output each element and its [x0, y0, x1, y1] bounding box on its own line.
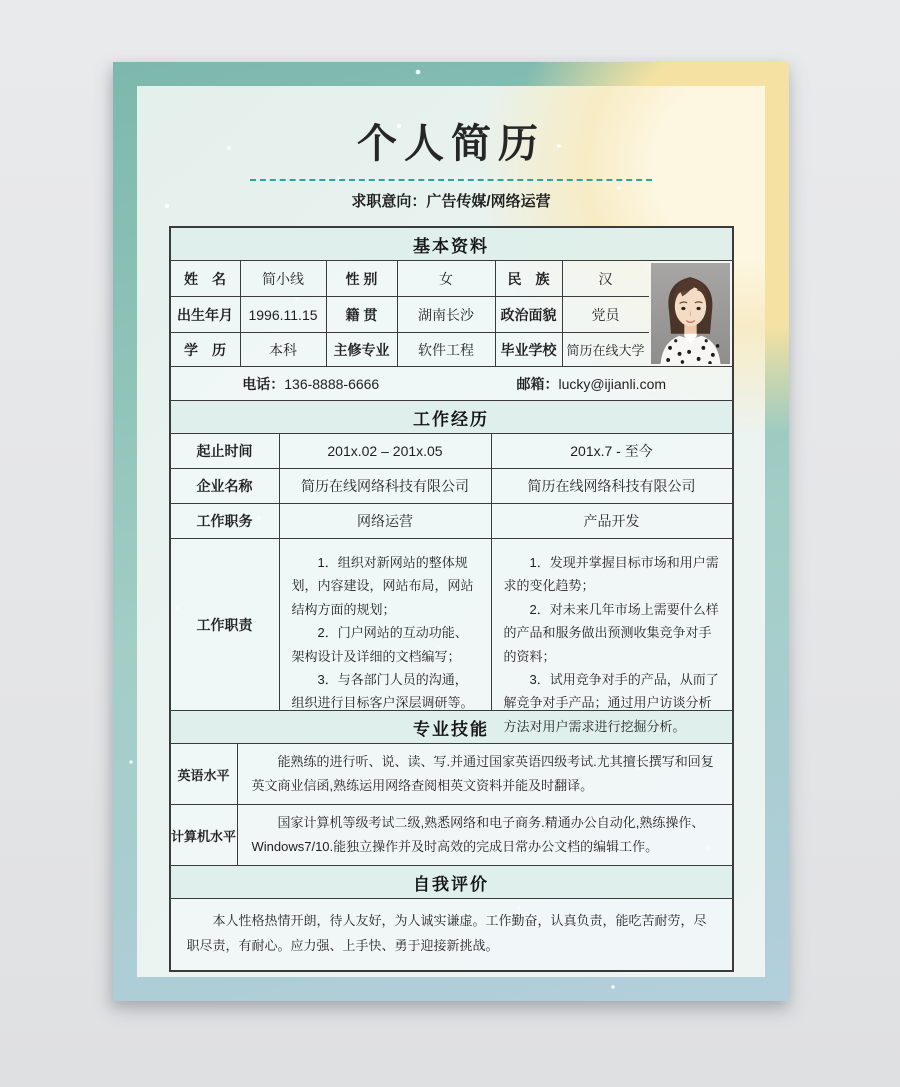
duty-item: 1．发现并掌握目标市场和用户需求的变化趋势； — [503, 555, 719, 594]
job-intention: 求职意向：广告传媒/网络运营 — [351, 193, 551, 210]
work-company-job1: 简历在线网络科技有限公司 — [280, 469, 492, 504]
skill-computer-label: 计算机水平 — [171, 805, 238, 866]
section-header-basic-info: 基本资料 — [171, 228, 732, 261]
title-divider — [250, 179, 652, 181]
duty-item: 1．组织对新网站的整体规划，内容建设，网站布局，网站结构方面的规划； — [291, 555, 474, 617]
field-hometown-label: 籍 贯 — [327, 297, 398, 333]
work-period-label: 起止时间 — [171, 434, 280, 469]
field-major-value: 软件工程 — [398, 333, 496, 367]
field-birthdate-value: 1996.11.15 — [241, 297, 327, 333]
work-position-job1: 网络运营 — [280, 504, 492, 539]
resume-page-inner — [137, 86, 765, 977]
skills-grid — [171, 744, 732, 866]
field-name-value: 简小线 — [241, 261, 327, 297]
email-field — [451, 374, 732, 394]
work-period-job1: 201x.02 – 201x.05 — [280, 434, 492, 469]
self-evaluation-paragraph: 本人性格热情开朗，待人友好，为人诚实谦虚。工作勤奋，认真负责，能吃苦耐劳，尽职尽责，有耐心。应力强、上手快、勇于迎接新挑战。 — [186, 913, 707, 953]
section-header-work-experience: 工作经历 — [171, 401, 732, 434]
id-photo — [649, 261, 732, 367]
field-political-value: 党员 — [563, 297, 649, 333]
field-name-label: 姓 名 — [171, 261, 241, 297]
email-value: lucky@ijianli.com — [558, 375, 667, 392]
field-gender-value: 女 — [398, 261, 496, 297]
work-duties-job2 — [492, 539, 732, 734]
duty-item: 3．试用竞争对手的产品，从而了解竞争对手产品；通过用户访谈分析方法对用户需求进行挖掘分析。 — [503, 671, 719, 734]
resume-table — [169, 226, 734, 972]
field-school-value: 简历在线大学 — [563, 333, 649, 367]
duty-item: 3．与各部门人员的沟通，组织进行目标客户深层调研等。 — [291, 671, 474, 711]
phone-label: 电话： — [242, 375, 285, 392]
section-header-skills: 专业技能 — [171, 711, 732, 744]
field-major-label: 主修专业 — [327, 333, 398, 367]
basic-info-grid — [171, 261, 732, 367]
field-school-label: 毕业学校 — [496, 333, 563, 367]
duty-item: 2．对未来几年市场上需要什么样的产品和服务做出预测收集竞争对手的资料； — [503, 601, 719, 664]
work-company-label: 企业名称 — [171, 469, 280, 504]
field-education-label: 学 历 — [171, 333, 241, 367]
page-title: 个人简历 — [357, 122, 545, 166]
phone-field — [171, 374, 452, 394]
skill-english-label: 英语水平 — [171, 744, 238, 805]
field-birthdate-label: 出生年月 — [171, 297, 241, 333]
skill-english-paragraph: 能熟练的进行听、说、读、写.并通过国家英语四级考试.尤其擅长撰写和回复英文商业信函,熟练运用网络查阅相英文资料并能及时翻译。 — [251, 753, 714, 793]
section-header-self-evaluation: 自我评价 — [171, 866, 732, 899]
skill-english-text — [238, 744, 732, 805]
work-duties-job1 — [280, 539, 492, 711]
work-position-job2: 产品开发 — [492, 504, 732, 539]
work-duties-label: 工作职责 — [171, 539, 280, 711]
email-label: 邮箱： — [516, 375, 559, 392]
skill-computer-text — [238, 805, 732, 866]
self-evaluation-text — [171, 899, 732, 970]
field-hometown-value: 湖南长沙 — [398, 297, 496, 333]
id-photo-illustration — [651, 263, 730, 364]
work-position-label: 工作职务 — [171, 504, 280, 539]
work-period-job2: 201x.7 - 至今 — [492, 434, 732, 469]
field-gender-label: 性 别 — [327, 261, 398, 297]
work-company-job2: 简历在线网络科技有限公司 — [492, 469, 732, 504]
field-education-value: 本科 — [241, 333, 327, 367]
skill-computer-paragraph: 国家计算机等级考试二级,熟悉网络和电子商务.精通办公自动化,熟练操作、Windows7/10.能独立操作并及时高效的完成日常办公文档的编辑工作。 — [251, 814, 705, 854]
phone-value: 136-8888-6666 — [284, 375, 380, 392]
duty-item: 2．门户网站的互动功能、架构设计及详细的文档编写； — [291, 625, 468, 664]
field-ethnicity-value: 汉 — [563, 261, 649, 297]
contact-row — [171, 367, 732, 401]
resume-page — [113, 62, 789, 1001]
field-political-label: 政治面貌 — [496, 297, 563, 333]
field-ethnicity-label: 民 族 — [496, 261, 563, 297]
